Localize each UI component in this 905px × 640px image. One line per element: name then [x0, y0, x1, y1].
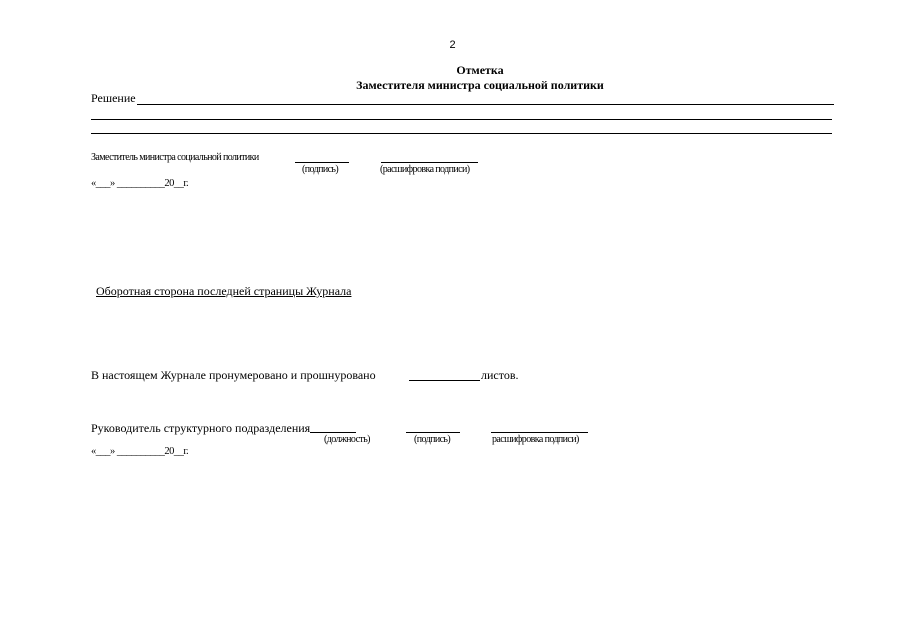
head-transcript-line: [491, 432, 588, 433]
deputy-signature-line: [295, 162, 349, 163]
numbering-suffix: листов.: [481, 368, 519, 382]
numbering-text: В настоящем Журнале пронумеровано и прошнуровано: [91, 368, 376, 382]
head-signature-line: [406, 432, 460, 433]
heading-subtitle: Заместителя министра социальной политики: [356, 78, 604, 92]
decision-line-1: [137, 104, 834, 105]
deputy-transcript-caption: (расшифровка подписи): [380, 164, 470, 175]
decision-label: Решение: [91, 91, 136, 105]
head-position-line: [310, 432, 356, 433]
page-number: 2: [449, 39, 456, 51]
deputy-transcript-line: [381, 162, 478, 163]
decision-line-2: [91, 119, 832, 120]
head-date: «___» __________20__г.: [91, 446, 189, 457]
heading-title: Отметка: [456, 63, 504, 77]
back-side-title: Оборотная сторона последней страницы Журнала: [96, 284, 352, 298]
head-position-caption: (должность): [324, 434, 370, 445]
head-signature-caption: (подпись): [414, 434, 451, 445]
head-transcript-caption: расшифровка подписи): [492, 434, 579, 445]
head-position: Руководитель структурного подразделения: [91, 421, 311, 435]
deputy-position: Заместитель министра социальной политики: [91, 152, 259, 163]
numbering-sheets-line: [409, 380, 480, 381]
decision-line-3: [91, 133, 832, 134]
deputy-date: «___» __________20__г.: [91, 178, 189, 189]
deputy-signature-caption: (подпись): [302, 164, 339, 175]
